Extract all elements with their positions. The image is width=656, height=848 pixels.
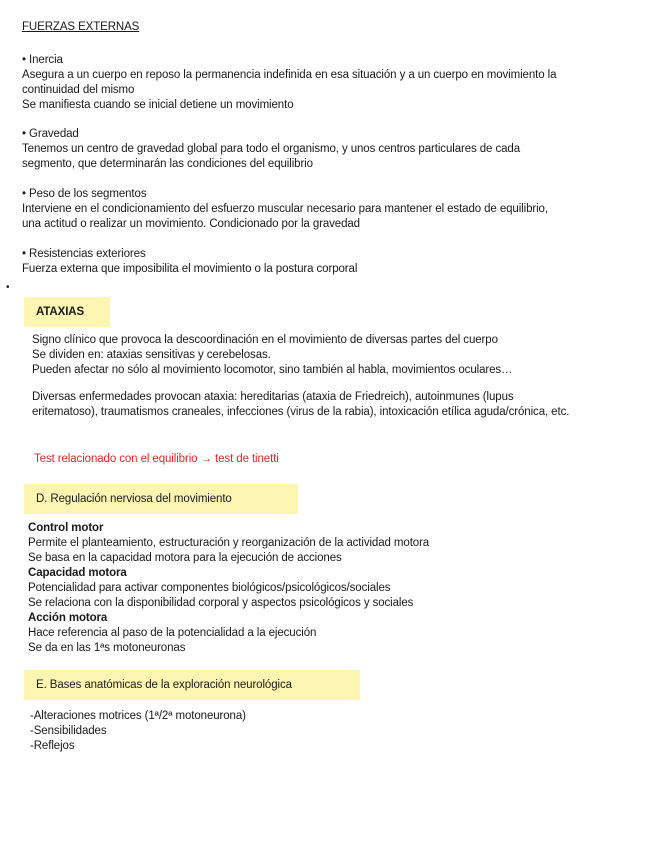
item-line: continuidad del mismo (22, 84, 135, 96)
item-line: Asegura a un cuerpo en reposo la permanencia indefinida en esa situación y a un cuerpo en movimiento la (22, 69, 557, 81)
regulacion-body (28, 521, 429, 656)
item-line: Fuerza externa que imposibilita el movimiento o la postura corporal (22, 263, 358, 275)
regulacion-heading-text: D. Regulación nerviosa del movimiento (36, 493, 232, 505)
capacidad-motora-line: Se relaciona con la disponibilidad corporal y aspectos psicológicos y sociales (28, 597, 414, 609)
item-inercia (22, 53, 556, 113)
control-motor-title: Control motor (28, 522, 104, 534)
item-line: Se manifiesta cuando se inicial detiene un movimiento (22, 99, 294, 111)
item-resistencias (22, 247, 357, 277)
bases-item: -Reflejos (30, 740, 75, 752)
accion-motora-line: Hace referencia al paso de la potencialidad a la ejecución (28, 627, 317, 639)
item-gravedad (22, 127, 520, 172)
bases-item: -Sensibilidades (30, 725, 107, 737)
bases-heading-text: E. Bases anatómicas de la exploración neurológica (36, 679, 292, 691)
control-motor-line: Permite el planteamiento, estructuración y reorganización de la actividad motora (28, 537, 430, 549)
control-motor-line: Se basa en la capacidad motora para la ejecución de acciones (28, 552, 342, 564)
item-line: Tenemos un centro de gravedad global para todo el organismo, y unos centros particulares de cada (22, 143, 520, 155)
capacidad-motora-line: Potencialidad para activar componentes biológicos/psicológicos/sociales (28, 582, 391, 594)
item-line: segmento, que determinarán las condiciones del equilibrio (22, 158, 313, 170)
ataxias-line: eritematoso), traumatismos craneales, infecciones (virus de la rabia), intoxicación etílica aguda/crónica, etc. (32, 406, 570, 418)
bases-item: -Alteraciones motrices (1ª/2ª motoneurona) (30, 710, 246, 722)
ataxias-line: Pueden afectar no sólo al movimiento locomotor, sino también al habla, movimientos oculares… (32, 364, 513, 376)
accion-motora-line: Se da en las 1ªs motoneuronas (28, 642, 186, 654)
ataxias-causes (32, 390, 569, 420)
bases-list (30, 709, 246, 754)
ataxias-heading-text: ATAXIAS (36, 306, 85, 318)
ataxias-line: Signo clínico que provoca la descoordinación en el movimiento de diversas partes del cuerpo (32, 334, 498, 346)
item-title: • Inercia (22, 54, 63, 66)
item-line: una actitud o realizar un movimiento. Condicionado por la gravedad (22, 218, 360, 230)
item-line: Interviene en el condicionamiento del esfuerzo muscular necesario para mantener el estado de equilibrio, (22, 203, 548, 215)
item-title: • Gravedad (22, 128, 79, 140)
bases-heading (24, 670, 360, 700)
item-peso-segmentos (22, 187, 548, 232)
accion-motora-title: Acción motora (28, 612, 108, 624)
ataxias-heading (24, 297, 110, 327)
ataxias-description (32, 333, 512, 378)
item-title: • Peso de los segmentos (22, 188, 147, 200)
test-note: Test relacionado con el equilibrio → test de tinetti (34, 453, 279, 465)
ataxias-line: Diversas enfermedades provocan ataxia: hereditarias (ataxia de Friedreich), autoinmunes (lupus (32, 391, 514, 403)
capacidad-motora-title: Capacidad motora (28, 567, 127, 579)
section-heading-fuerzas-externas: FUERZAS EXTERNAS (22, 21, 140, 33)
regulacion-heading (24, 484, 298, 514)
ataxias-line: Se dividen en: ataxias sensitivas y cerebelosas. (32, 349, 271, 361)
stray-bullet: • (6, 282, 10, 293)
item-title: • Resistencias exteriores (22, 248, 146, 260)
